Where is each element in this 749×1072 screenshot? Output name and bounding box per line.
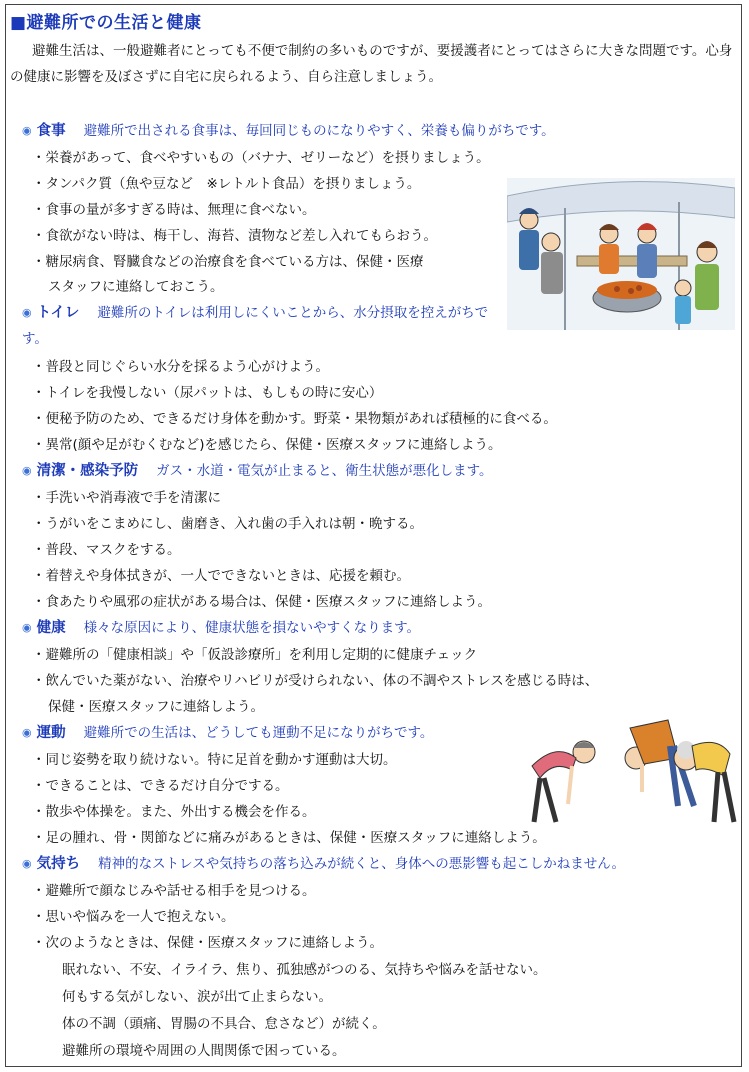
section-heading-toilet: ◉ トイレ 避難所のトイレは利用しにくいことから、水分摂取を控えがちです。 <box>22 305 489 347</box>
section-heading-health: ◉ 健康 様々な原因により、健康状態を損ないやすくなります。 <box>22 620 421 636</box>
sub-item: 避難所の環境や周囲の人間関係で困っている。 <box>62 1043 346 1059</box>
bullet-circle-icon: ◉ <box>22 621 32 634</box>
list-item: ・ 普段と同じぐらい水分を採るよう心がけよう。 <box>32 357 329 377</box>
bullet-circle-icon: ◉ <box>22 726 32 739</box>
list-item-continuation: スタッフに連絡しておこう。 <box>48 279 224 295</box>
list-item: ・ トイレを我慢しない（尿パットは、もしもの時に安心） <box>32 383 382 403</box>
list-item: ・ 普段、マスクをする。 <box>32 540 181 560</box>
sub-item: 体の不調（頭痛、胃腸の不具合、怠さなど）が続く。 <box>62 1016 386 1032</box>
intro-paragraph: 避難生活は、一般避難者にとっても不便で制約の多いものですが、要援護者にとってはさらに大きな問題です。心身の健康に影響を及ぼさずに自宅に戻られるよう、自ら注意しましょう。 <box>10 43 733 85</box>
section-heading-exercise: ◉ 運動 避難所での生活は、どうしても運動不足になりがちです。 <box>22 725 434 741</box>
section-heading-meals: ◉ 食事 避難所で出される食事は、毎回同じものになりやすく、栄養も偏りがちです。 <box>22 123 555 139</box>
page-title: ■避難所での生活と健康 <box>10 13 202 33</box>
list-item: ・ 思いや悩みを一人で抱えない。 <box>32 907 235 927</box>
list-item: ・ 便秘予防のため、できるだけ身体を動かす。野菜・果物類があれば積極的に食べる。 <box>32 409 557 429</box>
list-item: ・ 着替えや身体拭きが、一人でできないときは、応援を頼む。 <box>32 566 410 586</box>
section-heading-mental: ◉ 気持ち 精神的なストレスや気持ちの落ち込みが続くと、身体への悪影響も起こしかねません。 <box>22 856 626 872</box>
list-item: ・ うがいをこまめにし、歯磨き、入れ歯の手入れは朝・晩する。 <box>32 514 423 534</box>
list-item: ・ 異常(顔や足がむくむなど)を感じたら、保健・医療スタッフに連絡しよう。 <box>32 435 502 455</box>
list-item: ・ 糖尿病食、腎臓食などの治療食を食べている方は、保健・医療 <box>32 252 424 272</box>
exercise-illustration <box>518 706 740 832</box>
list-item: ・ タンパク質（魚や豆など ※レトルト食品）を摂りましょう。 <box>32 174 420 194</box>
bullet-circle-icon: ◉ <box>22 857 32 870</box>
list-item: ・ 足の腫れ、骨・関節などに痛みがあるときは、保健・医療スタッフに連絡しよう。 <box>32 828 546 848</box>
bullet-circle-icon: ◉ <box>22 124 32 137</box>
list-item: ・ 飲んでいた薬がない、治療やリハビリが受けられない、体の不調やストレスを感じる時は、 <box>32 671 598 691</box>
bullet-circle-icon: ◉ <box>22 306 32 319</box>
list-item: ・ できることは、できるだけ自分でする。 <box>32 776 289 796</box>
list-item: ・ 食欲がない時は、梅干し、海苔、漬物など差し入れてもらおう。 <box>32 226 437 246</box>
list-item: ・ 手洗いや消毒液で手を清潔に <box>32 488 221 508</box>
list-item: ・ 同じ姿勢を取り続けない。特に足首を動かす運動は大切。 <box>32 750 397 770</box>
food-distribution-illustration <box>507 178 735 330</box>
list-item-continuation: 保健・医療スタッフに連絡しよう。 <box>48 699 264 715</box>
bullet-circle-icon: ◉ <box>22 464 32 477</box>
list-item: ・ 避難所で顔なじみや話せる相手を見つける。 <box>32 881 316 901</box>
sub-item: 何もする気がしない、涙が出て止まらない。 <box>62 989 332 1005</box>
list-item: ・ 栄養があって、食べやすいもの（バナナ、ゼリーなど）を摂りましょう。 <box>32 148 490 168</box>
list-item: ・ 避難所の「健康相談」や「仮設診療所」を利用し定期的に健康チェック <box>32 645 477 665</box>
list-item: ・ 次のようなときは、保健・医療スタッフに連絡しよう。 <box>32 933 383 953</box>
sub-item: 眠れない、不安、イライラ、焦り、孤独感がつのる、気持ちや悩みを話せない。 <box>62 962 547 978</box>
section-heading-hygiene: ◉ 清潔・感染予防 ガス・水道・電気が止まると、衛生状態が悪化します。 <box>22 463 493 479</box>
list-item: ・ 食事の量が多すぎる時は、無理に食べない。 <box>32 200 316 220</box>
list-item: ・ 散歩や体操を。また、外出する機会を作る。 <box>32 802 316 822</box>
list-item: ・ 食あたりや風邪の症状がある場合は、保健・医療スタッフに連絡しよう。 <box>32 592 491 612</box>
